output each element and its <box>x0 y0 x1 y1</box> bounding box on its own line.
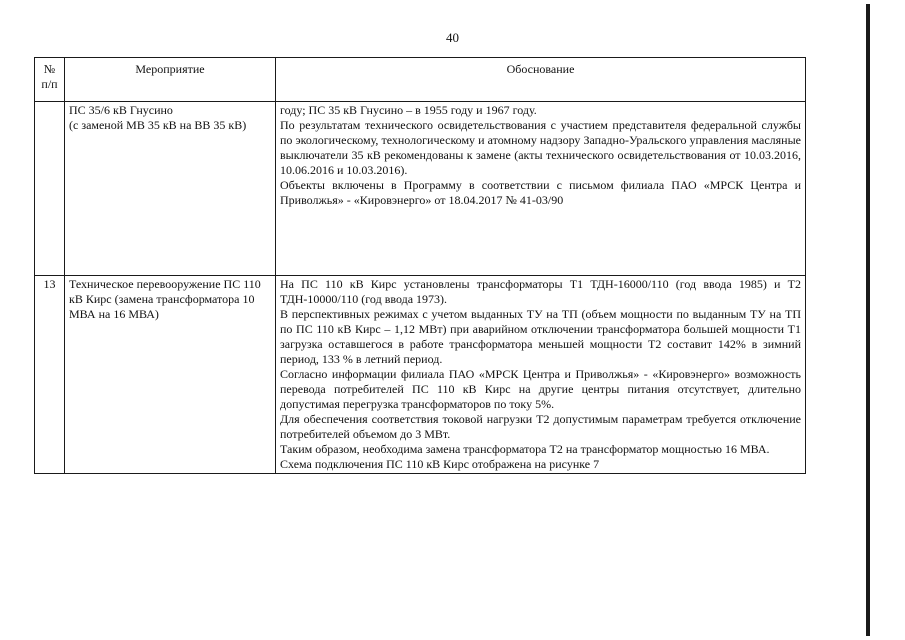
row-rationale <box>276 276 806 474</box>
header-num <box>35 58 65 102</box>
row-activity <box>65 102 276 276</box>
header-activity: Мероприятие <box>65 58 276 102</box>
rationale-paragraph: В перспективных режимах с учетом выданных ТУ на ТП (объем мощности по выданным ТУ на ТП по ПС 110 кВ Кирс – 1,12 МВт) при аварийном отключении трансформатора большей мощности Т1 загрузка оставшегося в работе трансформатора меньшей мощности Т2 составит 142% в зимний период, 133 % в летний период. <box>280 307 801 366</box>
rationale-paragraph: году; ПС 35 кВ Гнусино – в 1955 году и 1967 году. <box>280 103 537 117</box>
row-num <box>35 102 65 276</box>
table-row <box>35 276 806 474</box>
rationale-paragraph: Объекты включены в Программу в соответствии с письмом филиала ПАО «МРСК Центра и Приволжья» - «Кировэнерго» от 18.04.2017 № 41-03/90 <box>280 178 801 207</box>
table-row <box>35 102 806 276</box>
page-edge-border <box>866 4 870 636</box>
table-header-row <box>35 58 806 102</box>
rationale-paragraph: Для обеспечения соответствия токовой нагрузки Т2 допустимым параметрам требуется отключение потребителей объемом до 3 МВт. <box>280 412 801 441</box>
rationale-paragraph: На ПС 110 кВ Кирс установлены трансформаторы Т1 ТДН-16000/110 (год ввода 1985) и Т2 ТДН-10000/110 (год ввода 1973). <box>280 277 801 306</box>
row-activity-line-1: ПС 35/6 кВ Гнусино <box>69 103 173 117</box>
rationale-paragraph: Таким образом, необходима замена трансформатора Т2 на трансформатор мощностью 16 МВА. <box>280 442 770 456</box>
row-activity-line-2: (с заменой МВ 35 кВ на ВВ 35 кВ) <box>69 118 247 132</box>
rationale-paragraph: Согласно информации филиала ПАО «МРСК Центра и Приволжья» - «Кировэнерго» возможность перевода потребителей ПС 110 кВ Кирс на другие центры питания отсутствует, длительно допустимая перегрузка трансформаторов по току 5%. <box>280 367 801 411</box>
header-num-line-2: п/п <box>41 77 58 91</box>
measures-table <box>34 57 806 474</box>
header-rationale: Обоснование <box>276 58 806 102</box>
row-num: 13 <box>35 276 65 474</box>
header-num-line-1: № <box>43 62 56 76</box>
rationale-paragraph: По результатам технического освидетельствования с участием представителя федеральной службы по экологическому, технологическому и атомному надзору Западно-Уральского управления масляные выключатели 35 кВ рекомендованы к замене (акты технического освидетельствования от 10.03.2016, 10.06.2016 и 10.03.2016). <box>280 118 801 177</box>
row-rationale <box>276 102 806 276</box>
row-activity: Техническое перевооружение ПС 110 кВ Кирс (замена трансформатора 10 МВА на 16 МВА) <box>65 276 276 474</box>
page-number: 40 <box>446 30 459 45</box>
rationale-paragraph: Схема подключения ПС 110 кВ Кирс отображена на рисунке 7 <box>280 457 600 471</box>
